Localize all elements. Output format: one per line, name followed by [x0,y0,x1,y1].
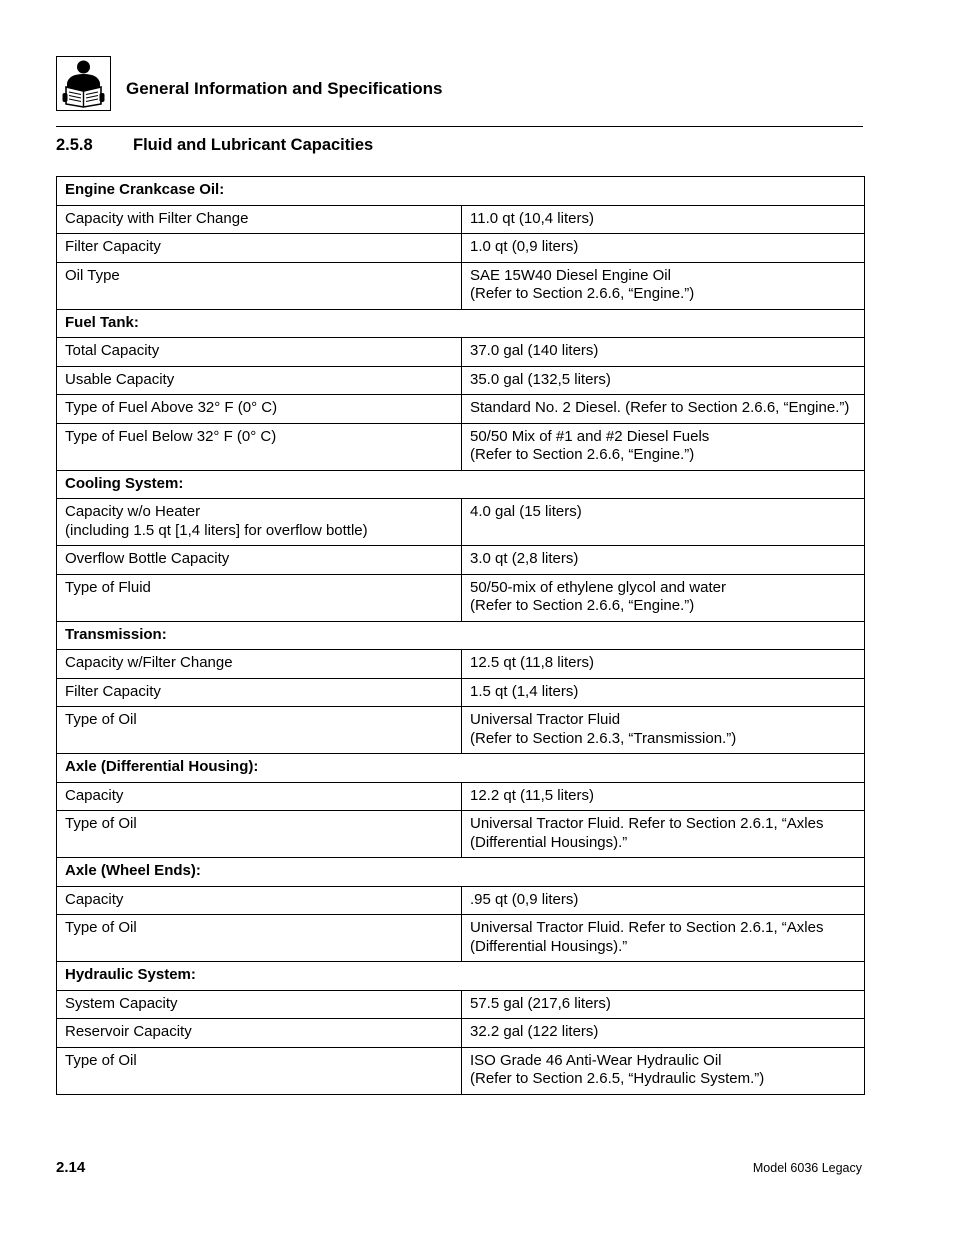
spec-value: Standard No. 2 Diesel. (Refer to Section 2.6.6, “Engine.”) [470,399,850,416]
spec-label: Oil Type [65,266,120,284]
spec-label: Type of Oil [65,1051,137,1069]
spec-label-cell [57,811,462,858]
table-row [57,499,865,546]
table-row [57,338,865,367]
spec-value: (Differential Housings).” [470,833,628,851]
group-heading: Transmission: [57,621,865,650]
spec-value: (Refer to Section 2.6.3, “Transmission.”) [470,729,737,747]
table-row [57,262,865,309]
spec-value-cell [462,782,865,811]
spec-value: .95 qt (0,9 liters) [470,890,579,908]
page-header-title: General Information and Specifications [126,79,443,98]
spec-label-cell [57,205,462,234]
capacities-table [56,176,865,1095]
spec-value-cell [462,546,865,575]
spec-label-cell [57,782,462,811]
group-heading: Engine Crankcase Oil: [57,177,865,206]
spec-value-cell [462,886,865,915]
spec-value: (Refer to Section 2.6.5, “Hydraulic System.”) [470,1070,765,1087]
table-row [57,886,865,915]
table-group-row [57,470,865,499]
table-group-row [57,754,865,783]
spec-label: Type of Oil [65,815,137,832]
spec-label: Type of Fluid [65,578,151,596]
spec-value: (Refer to Section 2.6.6, “Engine.”) [470,446,695,463]
spec-label-cell [57,338,462,367]
spec-label-cell [57,366,462,395]
spec-label-cell [57,574,462,621]
spec-value-cell [462,990,865,1019]
spec-value-cell [462,499,865,546]
spec-label: Type of Oil [65,919,137,936]
spec-value: 50/50-mix of ethylene glycol and water [470,578,726,596]
spec-label: Type of Fuel Above 32° F (0° C) [65,399,278,416]
operator-reading-manual-icon [56,56,111,111]
spec-value-cell [462,574,865,621]
spec-value: 1.5 qt (1,4 liters) [470,682,579,700]
table-row [57,546,865,575]
group-heading: Cooling System: [57,470,865,499]
spec-value: Universal Tractor Fluid. Refer to Section 2.6.1, “Axles [470,815,824,832]
table-row [57,1047,865,1094]
spec-value-cell [462,366,865,395]
table-row [57,574,865,621]
table-row [57,205,865,234]
table-row [57,782,865,811]
spec-label: System Capacity [65,994,178,1012]
spec-value-cell [462,650,865,679]
spec-label: Reservoir Capacity [65,1023,192,1040]
spec-label: Type of Oil [65,711,137,728]
spec-value: 50/50 Mix of #1 and #2 Diesel Fuels [470,427,710,445]
spec-value: SAE 15W40 Diesel Engine Oil [470,266,671,284]
spec-value-cell [462,423,865,470]
spec-label-cell [57,707,462,754]
table-group-row [57,177,865,206]
spec-value: (Refer to Section 2.6.6, “Engine.”) [470,285,695,302]
spec-value: 3.0 qt (2,8 liters) [470,550,579,567]
spec-value-cell [462,262,865,309]
spec-value: Universal Tractor Fluid. Refer to Section 2.6.1, “Axles [470,919,824,936]
spec-label: Overflow Bottle Capacity [65,550,230,567]
spec-label-cell [57,915,462,962]
section-heading [56,136,373,155]
table-group-row [57,858,865,887]
spec-label: Filter Capacity [65,238,161,255]
spec-value: 11.0 qt (10,4 liters) [470,209,594,227]
spec-label-cell [57,423,462,470]
spec-label-cell [57,1019,462,1048]
spec-value: (Differential Housings).” [470,937,628,955]
spec-label-cell [57,1047,462,1094]
spec-value: Universal Tractor Fluid [470,711,621,728]
table-row [57,678,865,707]
spec-value-cell [462,338,865,367]
table-group-row [57,309,865,338]
spec-label: (including 1.5 qt [1,4 liters] for overflow bottle) [65,521,368,539]
spec-label: Total Capacity [65,342,160,359]
section-number: 2.5.8 [56,136,93,154]
table-row [57,915,865,962]
group-heading: Fuel Tank: [57,309,865,338]
table-row [57,811,865,858]
table-group-row [57,962,865,991]
spec-value-cell [462,234,865,263]
spec-label-cell [57,499,462,546]
spec-label-cell [57,234,462,263]
table-row [57,990,865,1019]
spec-label-cell [57,395,462,424]
spec-label: Capacity w/o Heater [65,503,201,520]
table-group-row [57,621,865,650]
spec-value: 37.0 gal (140 liters) [470,342,599,359]
spec-value: 32.2 gal (122 liters) [470,1023,599,1040]
spec-label-cell [57,546,462,575]
spec-value: (Refer to Section 2.6.6, “Engine.”) [470,597,695,614]
spec-value-cell [462,915,865,962]
table-row [57,707,865,754]
spec-label-cell [57,262,462,309]
spec-label: Capacity with Filter Change [65,209,249,227]
spec-value-cell [462,395,865,424]
spec-value-cell [462,678,865,707]
spec-label: Type of Fuel Below 32° F (0° C) [65,427,277,445]
table-row [57,366,865,395]
group-heading: Axle (Wheel Ends): [57,858,865,887]
table-row [57,650,865,679]
table-row [57,1019,865,1048]
group-heading: Axle (Differential Housing): [57,754,865,783]
spec-value-cell [462,1019,865,1048]
spec-value-cell [462,205,865,234]
header-divider [56,126,863,127]
spec-label: Capacity w/Filter Change [65,654,233,671]
spec-value: 35.0 gal (132,5 liters) [470,370,611,388]
page-number: 2.14 [56,1159,86,1176]
table-row [57,395,865,424]
spec-label: Filter Capacity [65,682,161,700]
spec-value: 12.2 qt (11,5 liters) [470,786,594,804]
spec-value-cell [462,1047,865,1094]
spec-value: ISO Grade 46 Anti-Wear Hydraulic Oil [470,1051,722,1069]
section-title: Fluid and Lubricant Capacities [133,136,374,154]
spec-value: 1.0 qt (0,9 liters) [470,238,579,255]
spec-label-cell [57,650,462,679]
spec-value-cell [462,707,865,754]
table-row [57,234,865,263]
group-heading: Hydraulic System: [57,962,865,991]
spec-value: 12.5 qt (11,8 liters) [470,654,594,671]
table-row [57,423,865,470]
spec-label: Usable Capacity [65,370,175,388]
spec-label: Capacity [65,890,124,908]
model-name: Model 6036 Legacy [752,1161,862,1175]
spec-label-cell [57,886,462,915]
spec-value-cell [462,811,865,858]
spec-label-cell [57,678,462,707]
spec-label-cell [57,990,462,1019]
spec-label: Capacity [65,786,124,804]
spec-value: 57.5 gal (217,6 liters) [470,994,611,1012]
spec-value: 4.0 gal (15 liters) [470,503,582,520]
